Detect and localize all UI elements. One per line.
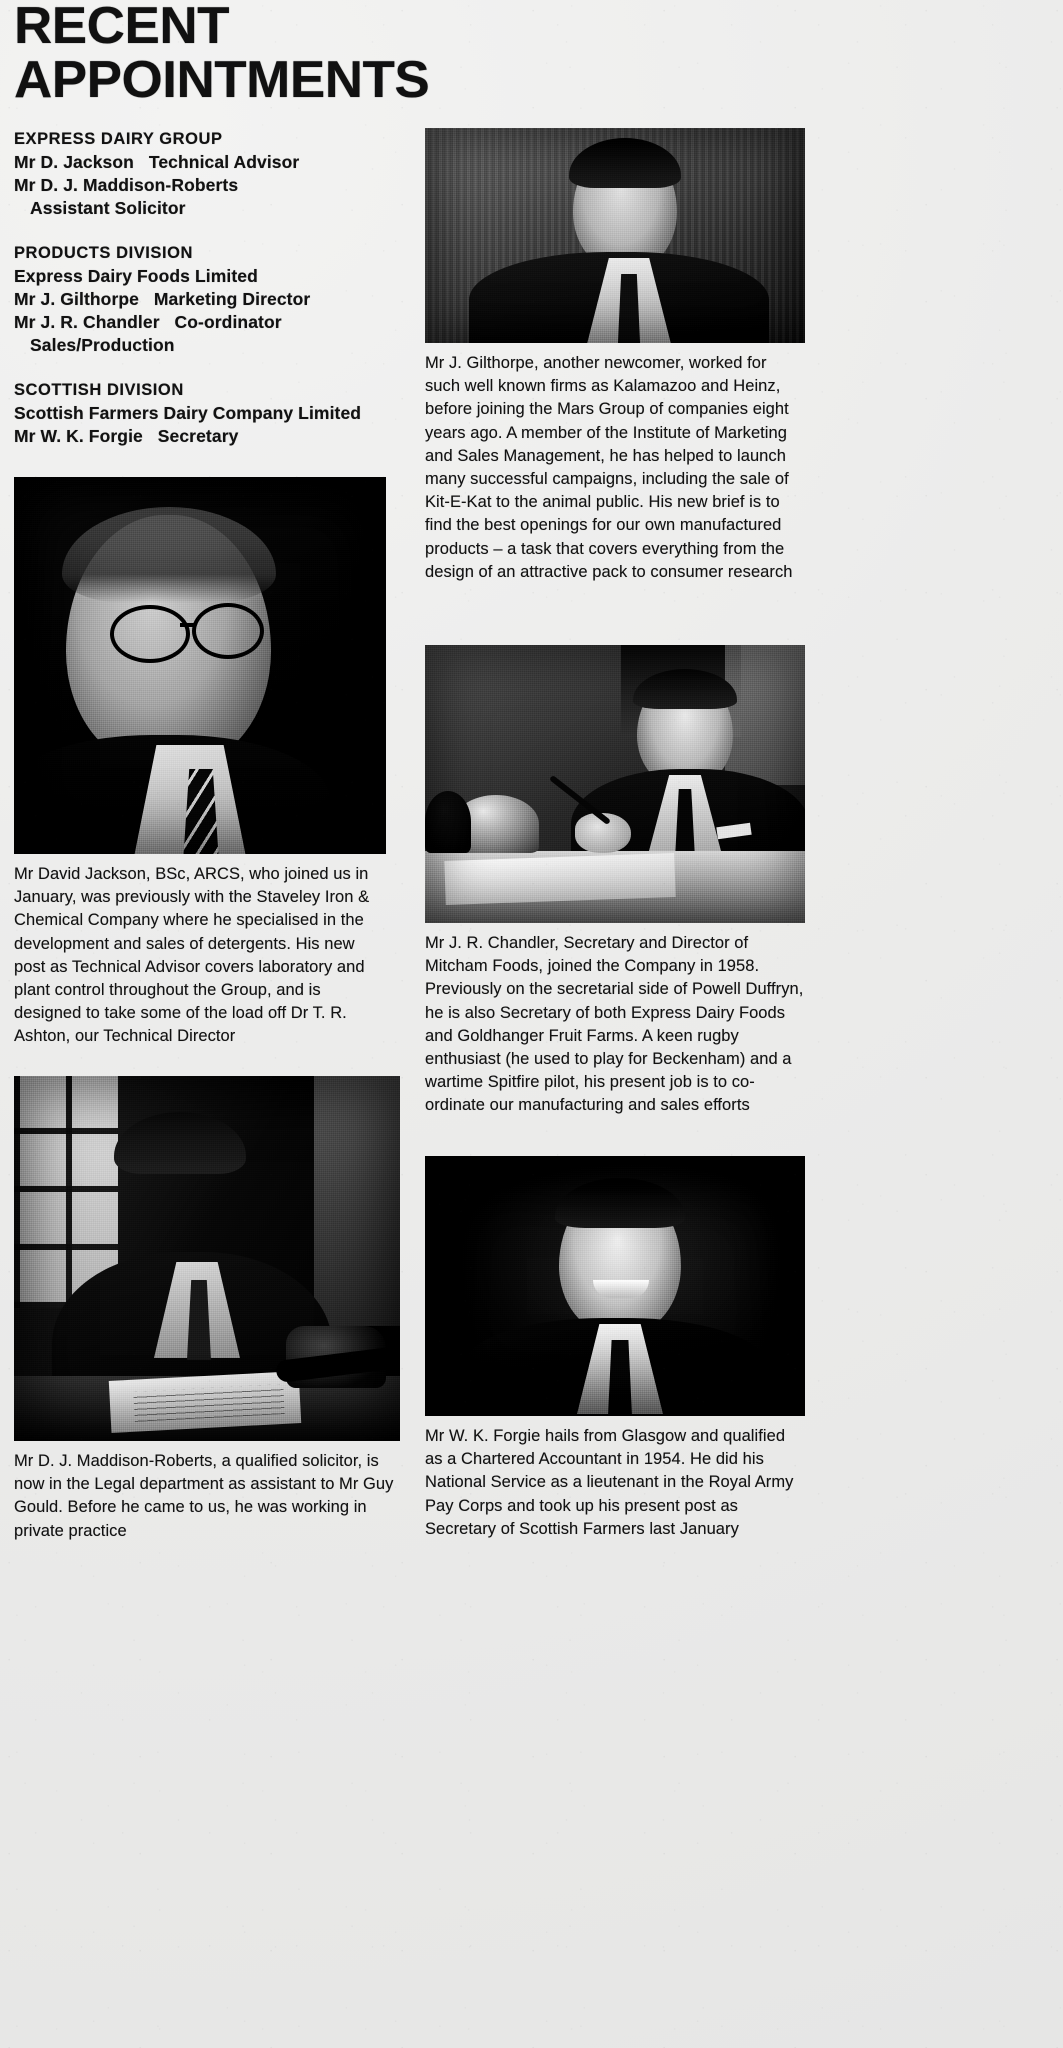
appointment-entry: Mr J. Gilthorpe Marketing Director <box>14 289 311 309</box>
appointment-entry: Mr J. R. Chandler Co-ordinator <box>14 312 282 332</box>
figure-maddison <box>14 1076 400 1543</box>
page-title-line-1: RECENT <box>14 0 230 55</box>
photo-gilthorpe <box>425 128 805 343</box>
caption-jackson: Mr David Jackson, BSc, ARCS, who joined us in January, was previously with the Staveley Iron & Chemical Company where he specialised in the development and sales of detergents. His new post as Technical Advisor covers laboratory and plant control throughout the Group, and is designed to take some of the load off Dr T. R. Ashton, our Technical Director <box>14 865 370 1046</box>
appointments-list <box>14 128 410 448</box>
figure-gilthorpe <box>425 128 805 584</box>
group-company: Scottish Farmers Dairy Company Limited <box>14 403 362 423</box>
photo-scene <box>425 128 805 343</box>
figure-chandler <box>425 645 805 1118</box>
photo-scene <box>425 1156 805 1416</box>
photo-scene <box>14 1076 400 1441</box>
appointment-group-scottish-division <box>14 379 410 448</box>
group-heading: SCOTTISH DIVISION <box>14 381 184 399</box>
photo-chandler <box>425 645 805 923</box>
page-title-line-2: APPOINTMENTS <box>14 51 430 109</box>
photo-scene <box>14 477 386 854</box>
appointment-group-products-division <box>14 242 410 357</box>
left-column <box>14 128 410 448</box>
group-heading: PRODUCTS DIVISION <box>14 244 193 262</box>
figure-forgie <box>425 1156 805 1541</box>
appointment-entry: Mr D. J. Maddison-Roberts <box>14 175 239 195</box>
photo-jackson <box>14 477 386 854</box>
caption-chandler: Mr J. R. Chandler, Secretary and Director of Mitcham Foods, joined the Company in 1958. Previously on the secretarial side of Powell Duffryn, he is also Secretary of both Express Dairy Foods and Goldhanger Fruit Farms. A keen rugby enthusiast (he used to play for Beckenham) and a wartime Spitfire pilot, his present job is to co-ordinate our manufacturing and sales efforts <box>425 934 804 1115</box>
figure-jackson <box>14 477 386 1049</box>
appointment-entry: Mr W. K. Forgie Secretary <box>14 426 239 446</box>
group-heading: EXPRESS DAIRY GROUP <box>14 130 223 148</box>
page-title <box>14 0 714 109</box>
caption-maddison: Mr D. J. Maddison-Roberts, a qualified solicitor, is now in the Legal department as assistant to Mr Guy Gould. Before he came to us, he was working in private practice <box>14 1452 394 1540</box>
caption-gilthorpe: Mr J. Gilthorpe, another newcomer, worked for such well known firms as Kalamazoo and Heinz, before joining the Mars Group of companies eight years ago. A member of the Institute of Marketing and Sales Management, he has helped to launch many successful campaigns, including the sale of Kit-E-Kat to the animal public. His new brief is to find the best openings for our own manufactured products – a task that covers everything from the design of an attractive pack to consumer research <box>425 354 793 581</box>
caption-forgie: Mr W. K. Forgie hails from Glasgow and qualified as a Chartered Accountant in 1954. He did his National Service as a lieutenant in the Royal Army Pay Corps and took up his present post as Secretary of Scottish Farmers last January <box>425 1427 794 1538</box>
appointment-entry: Sales/Production <box>30 335 175 355</box>
appointment-entry: Assistant Solicitor <box>30 198 186 218</box>
photo-maddison <box>14 1076 400 1441</box>
appointment-group-express-dairy-group <box>14 128 410 220</box>
appointment-entry: Mr D. Jackson Technical Advisor <box>14 152 300 172</box>
photo-forgie <box>425 1156 805 1416</box>
photo-scene <box>425 645 805 923</box>
group-company: Express Dairy Foods Limited <box>14 266 258 286</box>
